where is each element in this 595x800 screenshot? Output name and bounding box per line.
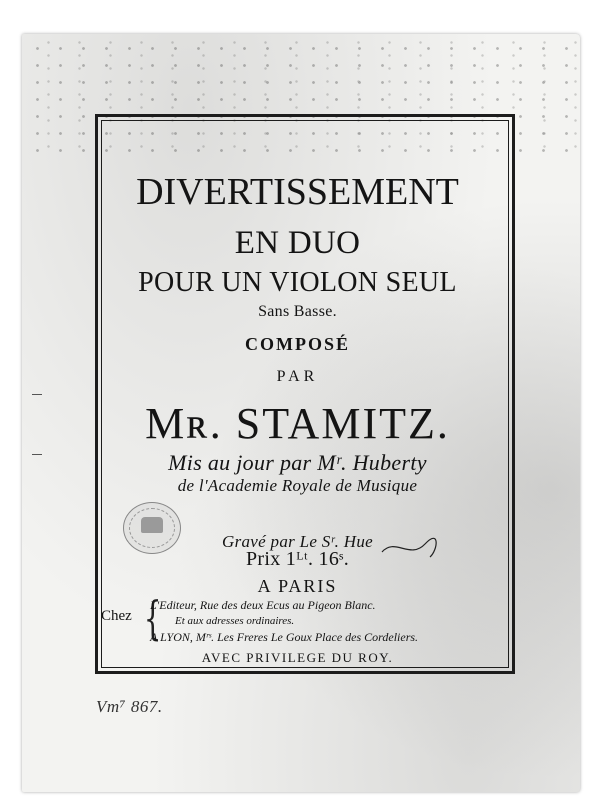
shelfmark: Vm⁷ 867. bbox=[96, 697, 163, 716]
publisher-line: Mis au jour par Mʳ. Huberty bbox=[168, 450, 427, 475]
address-editeur: L'Editeur, Rue des deux Ecus au Pigeon Blanc. bbox=[150, 598, 376, 612]
title-pour-un-violon-seul: POUR UN VIOLON SEUL bbox=[138, 267, 457, 298]
crown-icon bbox=[141, 517, 163, 533]
composer-name: Mʀ. STAMITZ. bbox=[145, 399, 450, 448]
academie-line: de l'Academie Royale de Musique bbox=[177, 476, 418, 495]
engraver-line: Gravé par Le Sʳ. Hue bbox=[222, 532, 373, 551]
city-paris: A PARIS bbox=[257, 576, 338, 596]
compose-label: COMPOSÉ bbox=[244, 334, 350, 354]
par-label: PAR bbox=[276, 368, 319, 385]
binding-mark bbox=[32, 394, 42, 395]
chez-label: Chez bbox=[101, 608, 132, 624]
address-lyon: A LYON, Mʳˢ. Les Freres Le Goux Place des Cordeliers. bbox=[150, 630, 419, 644]
address-ordinaires: Et aux adresses ordinaires. bbox=[175, 615, 295, 627]
brace-icon: { bbox=[143, 591, 162, 645]
title-en-duo: EN DUO bbox=[234, 225, 361, 261]
title-divertissement: DIVERTISSEMENT bbox=[136, 171, 459, 213]
price-line: Prix 1ᴸᵗ. 16ˢ. bbox=[245, 548, 350, 570]
privilege-line: AVEC PRIVILEGE DU ROY. bbox=[201, 650, 394, 665]
title-sans-basse: Sans Basse. bbox=[258, 303, 337, 320]
